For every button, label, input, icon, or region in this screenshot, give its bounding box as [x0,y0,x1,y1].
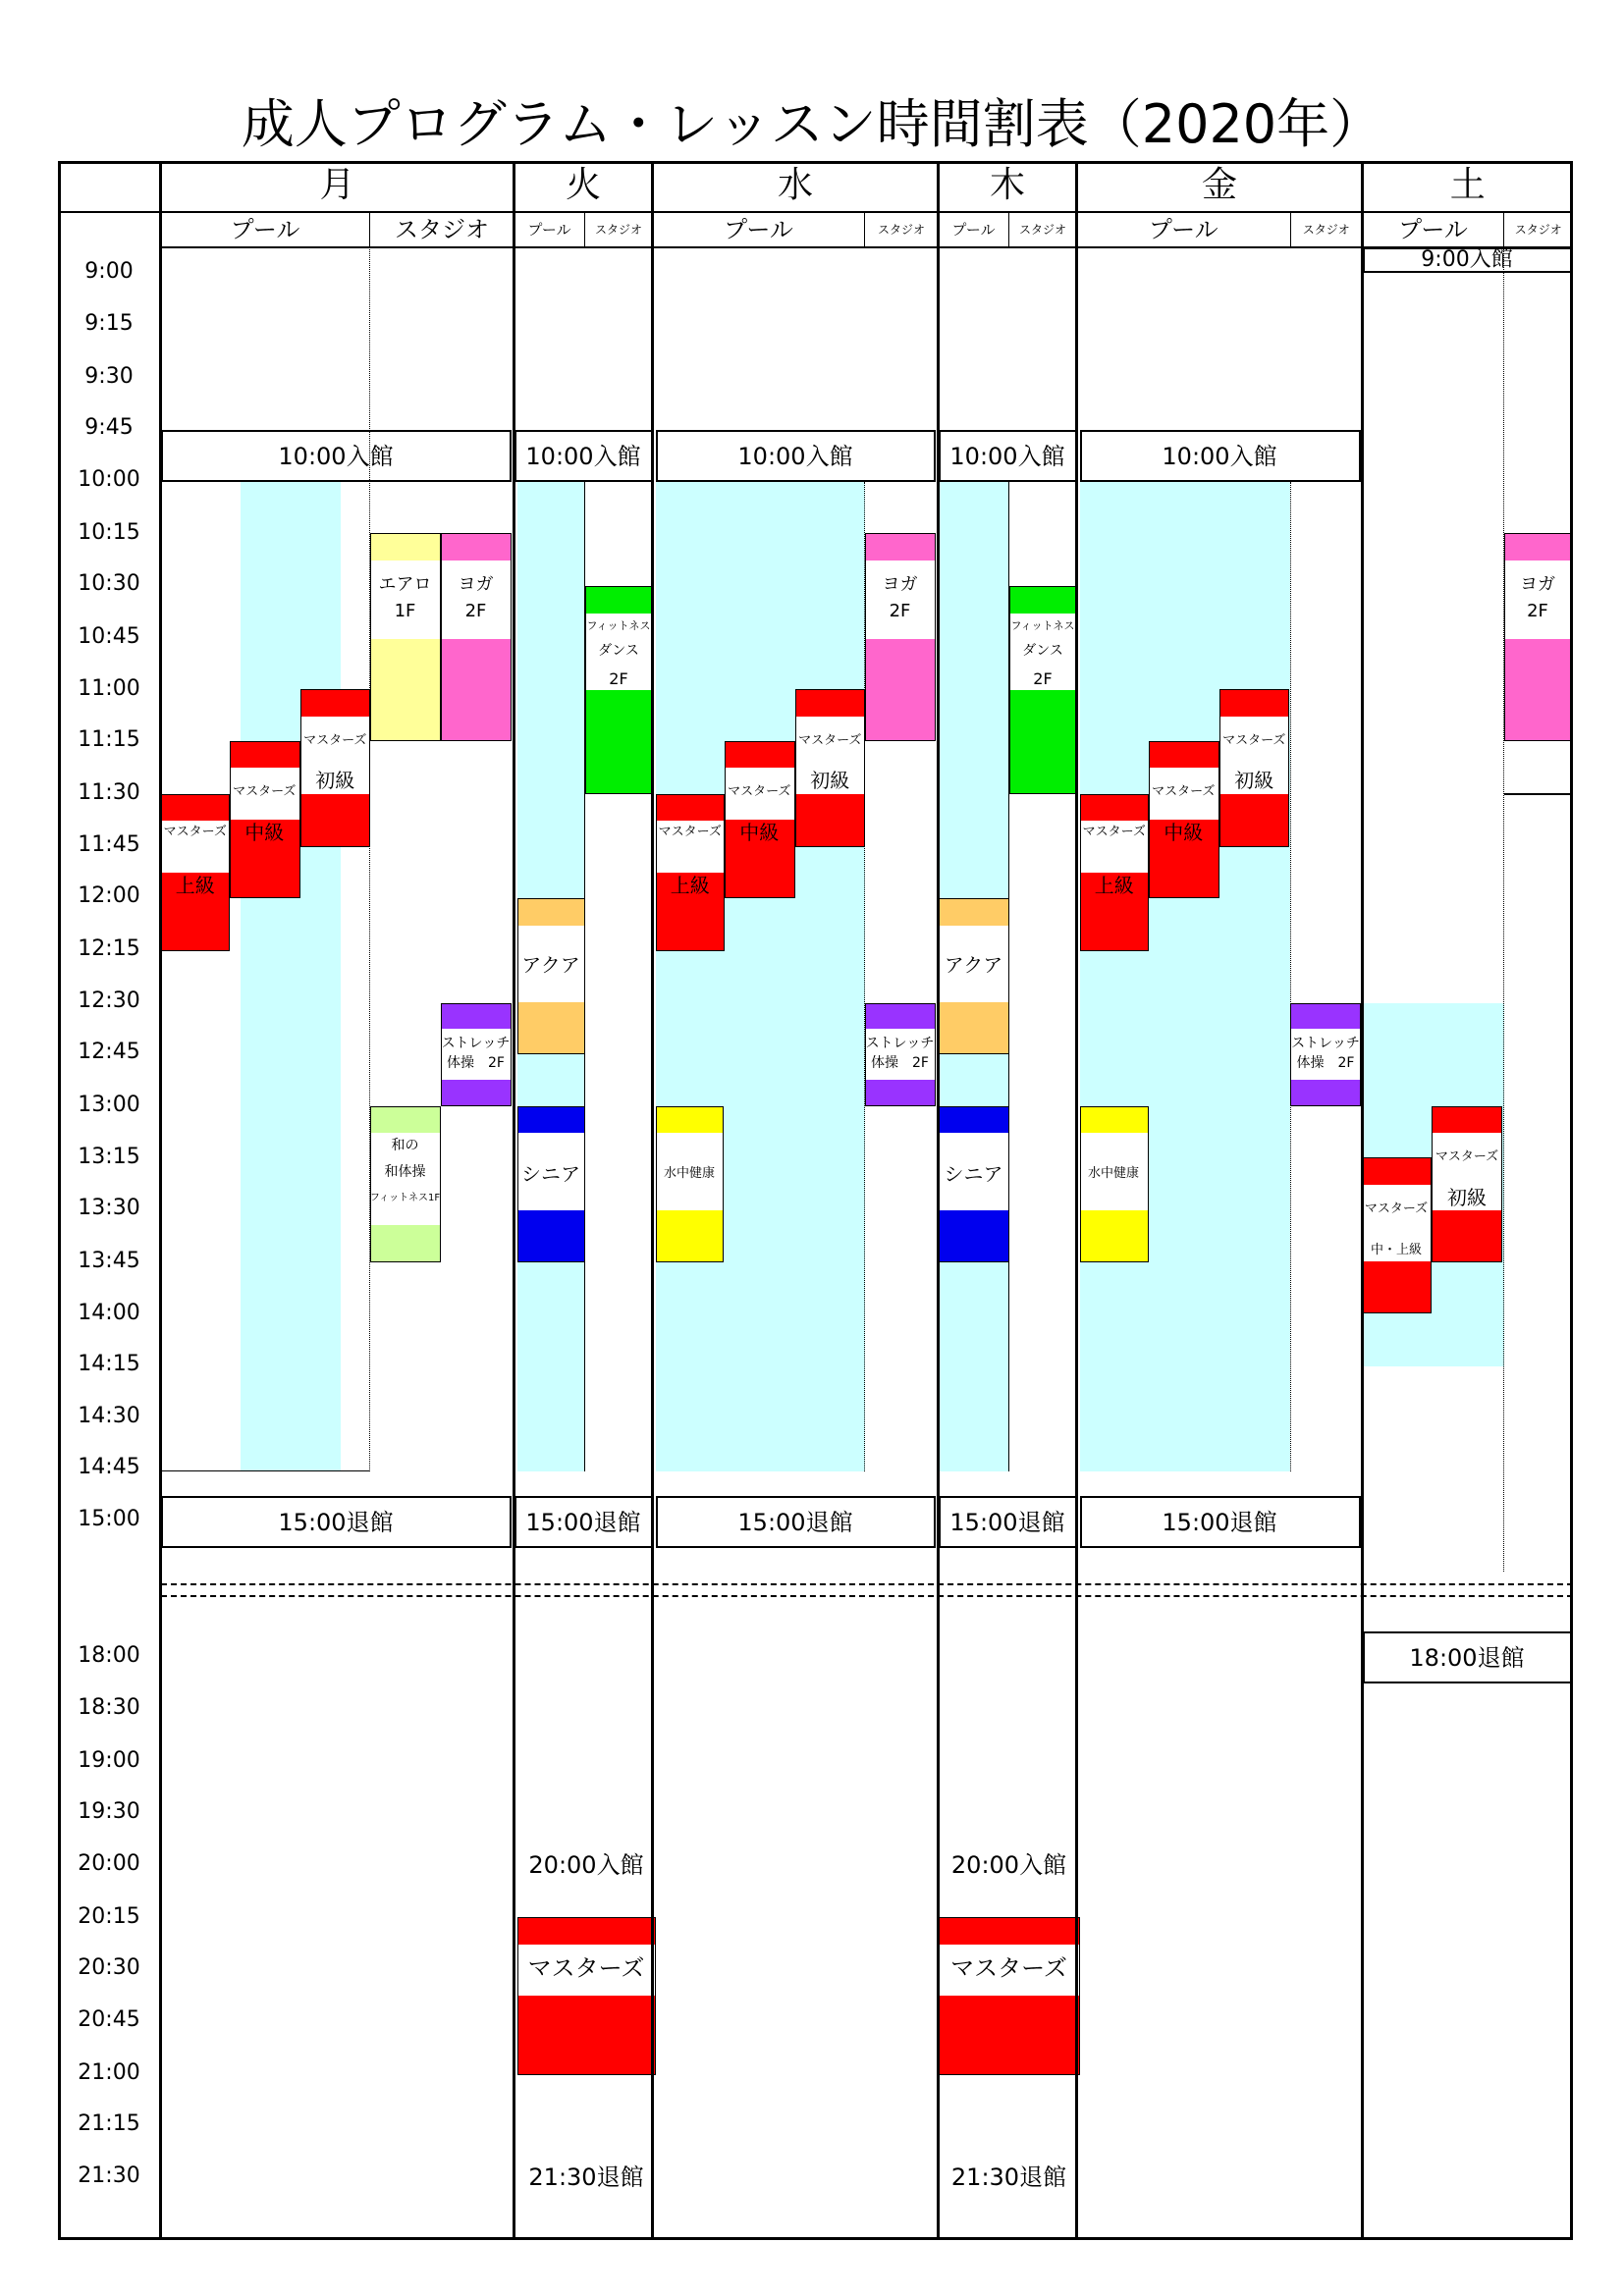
time-label: 10:45 [78,624,140,650]
chukyu-label: 中級 [1164,820,1204,844]
notice-open-1000: 10:00入館 [278,442,394,470]
floor-label: 2F [1033,668,1053,688]
break-line [161,1583,1574,1585]
shokyu-label: 初級 [1447,1185,1487,1209]
fitness-label: フィットネス [1010,618,1075,632]
column-line [1361,161,1364,2240]
notice-open-1000: 10:00入館 [737,442,853,470]
notice-open-0900: 9:00入館 [1421,247,1513,273]
column-line [937,161,940,2240]
shokyu-label: 初級 [810,769,850,792]
yoga-label: ヨガ [1520,573,1555,595]
time-label: 14:30 [78,1403,140,1428]
header-line [58,211,1574,213]
day-header-tue: 火 [565,165,601,206]
pool-subheader: プール [527,221,571,239]
time-label: 11:30 [78,780,140,806]
pool-studio-divider [1008,482,1009,1471]
masters-label: マスターズ [1364,1201,1429,1216]
wa-label: 和の [391,1137,419,1153]
chu-joukyu-label: 中・上級 [1370,1242,1422,1257]
studio-subheader: スタジオ [877,222,925,237]
masters-label: マスターズ [1082,824,1146,839]
pool-studio-divider [1503,247,1504,1572]
time-label: 18:00 [78,1643,140,1669]
senior-label: シニア [944,1161,1003,1186]
time-label: 21:15 [78,2111,140,2137]
column-line [1075,161,1078,2240]
floor-label: 2F [1527,600,1548,621]
shokyu-label: 初級 [1234,769,1274,792]
fitness-label: フィットネス [586,618,651,632]
pool-subheader: プール [724,215,793,243]
time-label: 13:00 [78,1093,140,1118]
notice-close-1500: 15:00退館 [737,1508,853,1536]
time-label: 12:00 [78,883,140,909]
time-label: 10:15 [78,519,140,545]
masters-label: マスターズ [1222,732,1286,748]
time-label: 9:45 [84,415,134,441]
time-label: 21:00 [78,2059,140,2085]
notice-close-2130: 21:30退館 [950,2163,1067,2192]
masters-label: マスターズ [527,1954,645,1983]
page-title: 成人プログラム・レッスン時間割表（2020年） [241,93,1383,155]
time-label: 14:45 [78,1455,140,1480]
masters-label: マスターズ [303,732,367,748]
notice-close-2130: 21:30退館 [528,2163,644,2192]
time-label: 20:45 [78,2006,140,2032]
studio-subheader: スタジオ [594,222,642,237]
pool-subheader: プール [1148,215,1218,243]
masters-label: マスターズ [658,824,722,839]
aero-label: エアロ [378,573,432,595]
pool-studio-divider [864,482,865,1471]
pool-studio-divider [369,247,370,1471]
senior-label: シニア [521,1161,580,1186]
floor-label: 2F [889,600,911,621]
masters-label: マスターズ [1152,784,1216,800]
chukyu-label: 中級 [739,820,780,844]
time-label: 18:30 [78,1694,140,1720]
studio-subheader: スタジオ [395,215,489,243]
pool-subheader: プール [1398,215,1468,243]
time-label: 14:15 [78,1352,140,1377]
day-header-mon: 月 [319,165,355,206]
time-label: 14:00 [78,1300,140,1325]
floor-label: 2F [609,668,628,688]
joukyu-label: 上級 [175,873,215,897]
notice-open-1000: 10:00入館 [949,442,1065,470]
stretch-label: ストレッチ [865,1036,935,1052]
time-label: 9:15 [84,310,134,336]
time-label: 13:15 [78,1144,140,1169]
studio-subheader: スタジオ [1514,222,1562,237]
dance-label: ダンス [598,642,639,659]
pool-bottom-line [161,1470,370,1471]
masters-label: マスターズ [233,784,297,800]
aqua-label: アクア [944,952,1003,977]
notice-close-1500: 15:00退館 [525,1508,641,1536]
suichu-label: 水中健康 [663,1165,715,1181]
day-header-wed: 水 [777,165,813,206]
masters-label: マスターズ [163,824,227,839]
studio-subheader: スタジオ [1018,222,1066,237]
masters-label: マスターズ [1435,1149,1499,1165]
notice-close-1500: 15:00退館 [278,1508,394,1536]
floor-label: 2F [464,600,487,621]
time-label: 13:30 [78,1196,140,1221]
joukyu-label: 上級 [670,873,710,897]
time-label: 10:00 [78,466,140,492]
masters-label: マスターズ [728,784,791,800]
break-line [161,1595,1574,1597]
studio-subheader: スタジオ [1302,222,1350,237]
pool-subheader: プール [951,221,996,239]
column-line [651,161,654,2240]
time-label: 9:30 [84,363,134,389]
day-header-thu: 木 [989,165,1025,206]
day-header-fri: 金 [1201,165,1237,206]
aqua-label: アクア [521,952,580,977]
pool-subheader: プール [230,215,300,243]
wa-label: 和体操 [384,1163,426,1180]
stretch-label: ストレッチ [441,1036,511,1052]
table-frame [58,161,1574,2240]
time-label: 11:45 [78,831,140,857]
time-label: 20:30 [78,1955,140,1981]
yoga-label: ヨガ [882,573,918,595]
shokyu-label: 初級 [315,769,355,792]
time-label: 9:00 [84,259,134,285]
time-label: 21:30 [78,2163,140,2188]
notice-close-1800: 18:00退館 [1409,1643,1525,1672]
time-label: 20:00 [78,1850,140,1876]
chukyu-label: 中級 [244,820,285,844]
time-label: 20:15 [78,1903,140,1929]
day-header-sat: 土 [1449,165,1486,206]
column-line [513,161,515,2240]
notice-open-2000: 20:00入館 [950,1851,1067,1880]
time-label: 12:15 [78,936,140,962]
stretch-label: 体操 2F [871,1054,929,1071]
pool-studio-divider [1290,482,1291,1471]
notice-close-1500: 15:00退館 [949,1508,1065,1536]
notice-open-1000: 10:00入館 [525,442,641,470]
floor-label: 1F [394,600,416,621]
masters-label: マスターズ [798,732,862,748]
notice-open-1000: 10:00入館 [1162,442,1277,470]
stretch-label: 体操 2F [447,1054,505,1071]
notice-open-2000: 20:00入館 [528,1851,644,1880]
masters-label: マスターズ [950,1954,1067,1983]
time-label: 15:00 [78,1506,140,1531]
notice-close-1500: 15:00退館 [1162,1508,1277,1536]
time-label: 19:30 [78,1799,140,1825]
wa-label: フィットネス1F [369,1193,441,1203]
joukyu-label: 上級 [1094,873,1134,897]
dance-label: ダンス [1022,642,1063,659]
time-label: 12:30 [78,988,140,1013]
yoga-label: ヨガ [458,573,494,595]
time-label: 11:00 [78,675,140,701]
stretch-label: 体操 2F [1296,1054,1355,1071]
time-label: 11:15 [78,727,140,753]
pool-studio-divider [584,482,585,1471]
time-label: 12:45 [78,1040,140,1065]
time-label: 10:30 [78,571,140,597]
suichu-label: 水中健康 [1087,1165,1139,1181]
time-label: 19:00 [78,1747,140,1773]
time-label: 13:45 [78,1249,140,1274]
stretch-label: ストレッチ [1291,1036,1360,1052]
